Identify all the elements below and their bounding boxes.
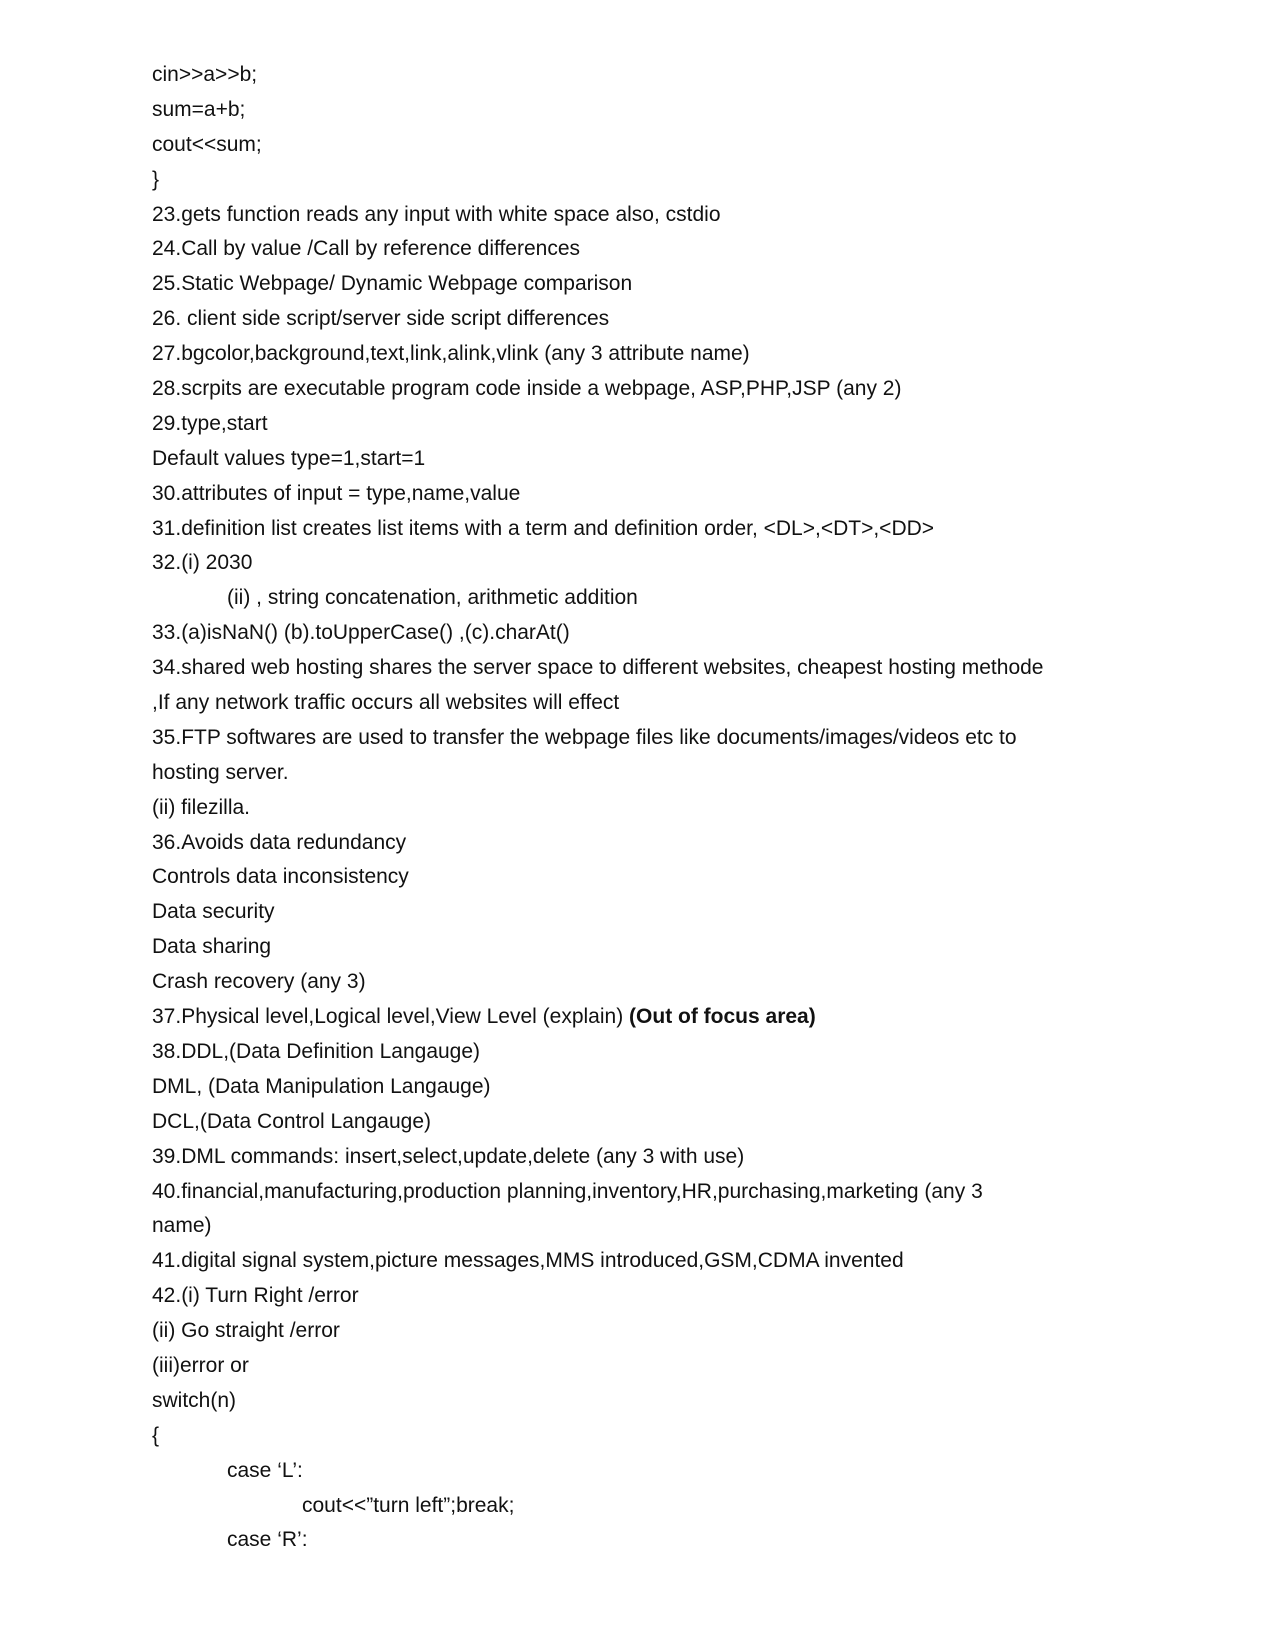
text-line: hosting server. xyxy=(152,760,289,784)
text-line: Data sharing xyxy=(152,935,272,959)
text-line: 33.(a)isNaN() (b).toUpperCase() ,(c).charAt() xyxy=(152,621,570,645)
text-line: case ‘L’: xyxy=(227,1458,303,1482)
text-line: (iii)error or xyxy=(152,1353,249,1377)
text-line: name) xyxy=(152,1214,212,1238)
text-line: Default values type=1,start=1 xyxy=(152,446,426,470)
text-line: 28.scrpits are executable program code inside a webpage, ASP,PHP,JSP (any 2) xyxy=(152,377,902,401)
text-line: 40.financial,manufacturing,production planning,inventory,HR,purchasing,marketing (any 3 xyxy=(152,1179,983,1203)
text-line: 27.bgcolor,background,text,link,alink,vlink (any 3 attribute name) xyxy=(152,342,750,366)
text-line: Controls data inconsistency xyxy=(152,865,409,889)
text-line: case ‘R’: xyxy=(227,1528,308,1552)
text-line: 23.gets function reads any input with white space also, cstdio xyxy=(152,202,721,226)
out-of-focus-note: (Out of focus area) xyxy=(629,1005,816,1029)
document-page xyxy=(152,58,1152,1558)
text-line: 29.type,start xyxy=(152,411,268,435)
text-line: 38.DDL,(Data Definition Langauge) xyxy=(152,1039,481,1063)
text-line: switch(n) xyxy=(152,1388,237,1412)
text-line: DML, (Data Manipulation Langauge) xyxy=(152,1074,491,1098)
text-line: Data security xyxy=(152,900,275,924)
text-line: (ii) Go straight /error xyxy=(152,1319,340,1343)
text-line: cout<<”turn left”;break; xyxy=(302,1493,515,1517)
text-line: 34.shared web hosting shares the server space to different websites, cheapest hosting methode xyxy=(152,656,1044,680)
text-line: { xyxy=(152,1423,160,1447)
text-line: } xyxy=(152,167,160,191)
text-line: (ii) , string concatenation, arithmetic addition xyxy=(227,586,638,610)
text-line: cin>>a>>b; xyxy=(152,63,258,86)
text-line: (ii) filezilla. xyxy=(152,795,251,819)
text-line: 35.FTP softwares are used to transfer the webpage files like documents/images/videos etc to xyxy=(152,725,1017,749)
text-line: ,If any network traffic occurs all websites will effect xyxy=(152,691,620,715)
text-line: 39.DML commands: insert,select,update,delete (any 3 with use) xyxy=(152,1144,745,1168)
text-line: 42.(i) Turn Right /error xyxy=(152,1284,359,1308)
text-line: 31.definition list creates list items with a term and definition order, <DL>,<DT>,<DD> xyxy=(152,516,935,540)
text-line: DCL,(Data Control Langauge) xyxy=(152,1109,431,1133)
text-line: cout<<sum; xyxy=(152,132,262,156)
text-line: 24.Call by value /Call by reference differences xyxy=(152,237,581,261)
text-line: 26. client side script/server side script differences xyxy=(152,307,610,331)
text-line: 32.(i) 2030 xyxy=(152,551,253,575)
text-line xyxy=(152,1000,1152,1035)
text-line: 41.digital signal system,picture messages,MMS introduced,GSM,CDMA invented xyxy=(152,1249,904,1273)
text-line: sum=a+b; xyxy=(152,97,246,121)
text-line-regular: 37.Physical level,Logical level,View Level (explain) xyxy=(152,1005,630,1029)
text-line: 36.Avoids data redundancy xyxy=(152,830,407,854)
text-line: 30.attributes of input = type,name,value xyxy=(152,481,521,505)
text-line: Crash recovery (any 3) xyxy=(152,970,366,994)
text-line: 25.Static Webpage/ Dynamic Webpage comparison xyxy=(152,272,633,296)
